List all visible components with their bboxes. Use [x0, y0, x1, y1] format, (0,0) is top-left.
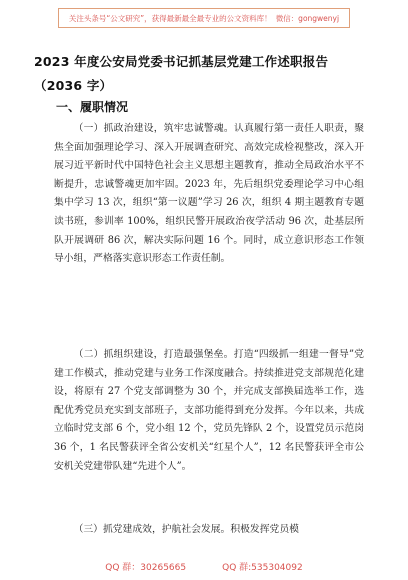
paragraph-party-outcomes [54, 521, 364, 540]
paragraph-political-construction [54, 120, 364, 269]
document-title: 2023 年度公安局党委书记抓基层党建工作述职报告（2036 字） [34, 54, 329, 93]
promo-banner-text: 关注头条号“公文研究”，获得最新最全最专业的公文资料库！ [68, 13, 272, 23]
footer-contact [0, 556, 408, 576]
paragraph-text: （二）抓组织建设，打造最强堡垒。打造“四级抓一组建一督导”党建工作模式，推动党建与业务工作深度融合。持续推进党支部规范化建设，将原有 27 个党支部调整为 30 个，并完成支部换届选举工作，选配优秀党员充实到支部班子，支部功能得到充分发挥。今年以来，共成立临时党支部 6 个，党小组 12 个，党员先锋队 2 个，设置党员示范岗 36 个，1 名民警获评全省公安机关“红星个人”，12 名民警获评全市公安机关党建带队建“先进个人”。 [54, 349, 364, 472]
paragraph-organization-construction [54, 346, 364, 476]
promo-banner[interactable] [58, 8, 350, 28]
qq-group-1[interactable]: QQ 群：30265665 [105, 562, 187, 573]
wechat-id: 微信：gongwenyj [275, 13, 340, 23]
section-heading: 一、履职情况 [56, 100, 129, 114]
qq-group-2[interactable]: QQ 群:535304092 [222, 562, 303, 573]
paragraph-text: （一）抓政治建设，筑牢忠诚警魂。认真履行第一责任人职责，聚焦全面加强理论学习、深入开展调查研究、高效完成检视整改，深入开展习近平新时代中国特色社会主义思想主题教育，推动全局政治水平不断提升，忠诚警魂更加牢固。2023 年，先后组织党委理论学习中心组集中学习 13 次，组织“第一议题”学习 26 次，组织 4 期主题教育专题读书班，参训率 100%，组织民警开展政治夜学活动 96 次，赴基层所队开展调研 86 次，解决实际问题 16 个。同时，成立意识形态工作领导小组，严格落实意识形态工作责任制。 [54, 123, 364, 265]
paragraph-text: （三）抓党建成效，护航社会发展。积极发挥党员模 [73, 524, 299, 535]
